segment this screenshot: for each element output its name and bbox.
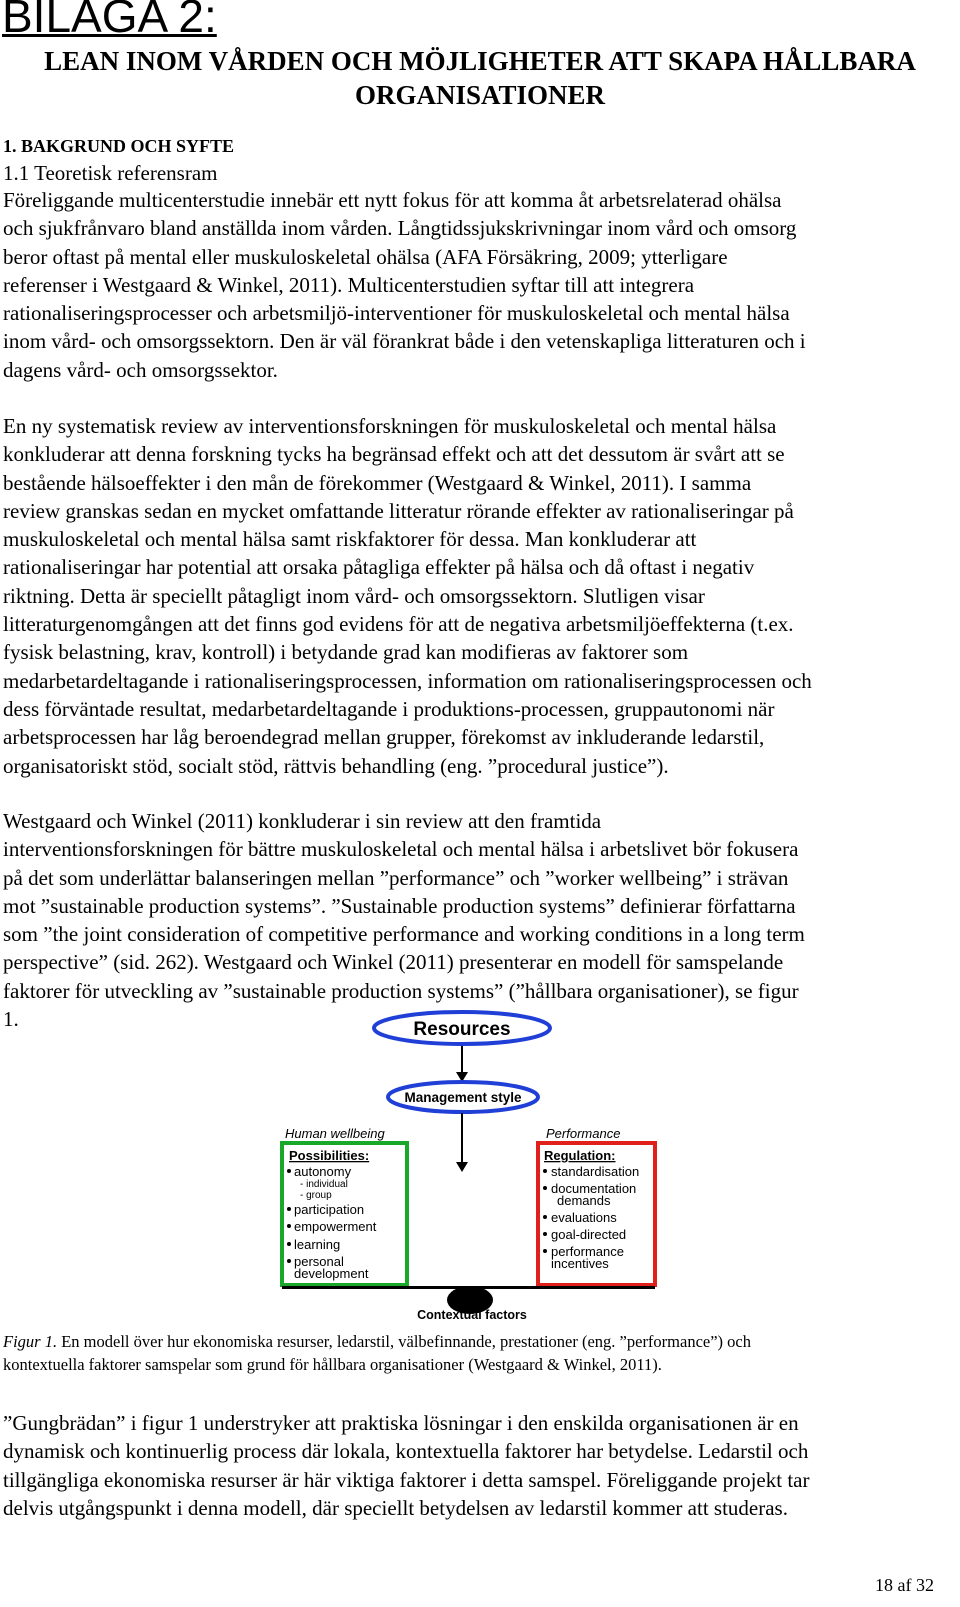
possibilities-heading: Possibilities: <box>289 1148 370 1163</box>
caption-line-1 <box>3 1330 751 1353</box>
page-number: 18 af 32 <box>875 1575 934 1595</box>
text-line: tillgängliga ekonomiska resurser är här viktiga faktorer i detta samspel. Föreliggande projekt tar <box>3 1467 810 1492</box>
text-line: Westgaard och Winkel (2011) konkluderar i sin review att den framtida <box>3 809 602 833</box>
figure-seesaw-model <box>280 1010 680 1322</box>
bullet-icon <box>543 1169 547 1253</box>
caption-line-2: kontextuella faktorer samspelar som grund för hållbara organisationer (Westgaard & Winkel, 2011). <box>3 1355 662 1374</box>
document-subtitle <box>0 44 960 112</box>
regulation-item: incentives <box>551 1256 609 1271</box>
possibility-item: development <box>294 1266 369 1281</box>
subtitle-line-1: LEAN INOM VÅRDEN OCH MÖJLIGHETER ATT SKAPA HÅLLBARA <box>44 46 916 76</box>
regulation-item: evaluations <box>551 1210 617 1225</box>
text-line: dess förväntade resultat, medarbetardeltagande i produktions-processen, gruppautonomi när <box>3 696 775 721</box>
bullet-icon <box>287 1169 291 1263</box>
text-line: medarbetardeltagande i rationaliseringsprocessen, information om rationaliseringsprocessen och <box>3 668 812 693</box>
paragraph-2 <box>3 412 953 780</box>
paragraph-1 <box>3 186 953 384</box>
regulation-item: standardisation <box>551 1164 640 1179</box>
text-line: dagens vård- och omsorgssektor. <box>3 357 278 382</box>
caption-text: En modell över hur ekonomiska resurser, ledarstil, välbefinnande, prestationer (eng. ”performance”) och <box>57 1332 751 1351</box>
text-line: bestående hälsoeffekter i den mån de förekommer (Westgaard & Winkel, 2011). I samma <box>3 470 752 495</box>
text-line: inom vård- och omsorgssektorn. Den är väl förankrat både i den vetenskapliga litteraturen och i <box>3 329 806 354</box>
text-line: dynamisk och kontinuerlig process där lokala, kontextuella faktorer har betydelse. Ledarstil och <box>3 1439 809 1464</box>
contextual-factors-label: Contextual factors <box>417 1308 527 1322</box>
text-line: konkluderar att denna forskning tycks ha begränsad effekt och att det dessutom är svårt att se <box>3 442 785 467</box>
possibility-item: participation <box>294 1202 365 1217</box>
text-line: ”Gungbrädan” i figur 1 understryker att praktiska lösningar i den enskilda organisationen är en <box>3 1411 799 1435</box>
text-line: riktning. Detta är speciellt påtagligt inom vård- och omsorgssektorn. Slutligen visar <box>3 583 705 608</box>
appendix-title: BILAGA 2: <box>2 0 217 42</box>
text-line: Föreliggande multicenterstudie innebär ett nytt fokus för att komma åt arbetsrelaterad ohälsa <box>3 188 782 212</box>
human-wellbeing-title: Human wellbeing <box>285 1126 385 1141</box>
paragraph-3 <box>3 807 953 1033</box>
figure-caption <box>3 1330 751 1376</box>
possibility-item: - group <box>300 1190 332 1201</box>
text-line: på det som underlättar balanseringen mellan ”performance” och ”worker wellbeing” i strävan <box>3 865 789 890</box>
text-line: faktorer för utveckling av ”sustainable production systems” (”hållbara organisationer), se figur <box>3 978 799 1003</box>
text-line: beror oftast på mental eller muskuloskeletal ohälsa (AFA Försäkring, 2009; ytterligare <box>3 244 728 269</box>
text-line: som ”the joint consideration of competitive performance and working conditions in a long term <box>3 922 805 947</box>
regulation-item: performance <box>551 1244 624 1259</box>
text-line: och sjukfrånvaro bland anställda inom vården. Långtidssjukskrivningar inom vård och omsorg <box>3 216 797 241</box>
possibility-item: autonomy <box>294 1164 352 1179</box>
management-label: Management style <box>404 1090 522 1105</box>
text-line: perspective” (sid. 262). Westgaard och Winkel (2011) presenterar en modell för samspelande <box>3 950 784 975</box>
caption-label: Figur 1. <box>3 1332 58 1351</box>
text-line: fysisk belastning, krav, kontroll) i betydande grad kan modifieras av faktorer som <box>3 640 689 665</box>
regulation-item: goal-directed <box>551 1227 627 1242</box>
subtitle-line-2: ORGANISATIONER <box>354 80 606 110</box>
possibility-item: - individual <box>300 1179 348 1190</box>
possibility-item: learning <box>294 1237 341 1252</box>
text-line: litteraturgenomgången att det finns god evidens för att de negativa arbetsmiljöeffekterna (t.ex. <box>3 612 794 637</box>
text-line: review granskas sedan en mycket omfattande litteratur rörande effekter av rationaliseringar på <box>3 498 794 523</box>
text-line: mot ”sustainable production systems”. ”Sustainable production systems” definierar författarna <box>3 893 796 918</box>
performance-title: Performance <box>546 1126 621 1141</box>
text-line: En ny systematisk review av interventionsforskningen för muskuloskeletal och mental hälsa <box>3 414 777 438</box>
text-line: muskuloskeletal och mental hälsa samt riskfaktorer för dessa. Man konkluderar att <box>3 527 697 552</box>
arrow-head <box>456 1162 468 1172</box>
text-line: interventionsforskningen för bättre muskuloskeletal och mental hälsa i arbetslivet bör fokusera <box>3 837 799 862</box>
subsection-heading: 1.1 Teoretisk referensram <box>3 161 218 185</box>
text-line: rationaliseringsprocesser och arbetsmiljö-interventioner för muskuloskeletal och mental hälsa <box>3 301 790 326</box>
regulation-item: documentation <box>551 1181 637 1196</box>
resources-label: Resources <box>413 1019 511 1040</box>
paragraph-4 <box>3 1409 953 1522</box>
text-line: arbetsprocessen har låg beroendegrad mellan grupper, förekomst av inkluderande ledarstil, <box>3 725 765 750</box>
text-line: 1. <box>3 1007 19 1032</box>
possibility-item: personal <box>294 1254 344 1269</box>
regulation-item: demands <box>557 1193 611 1208</box>
regulation-heading: Regulation: <box>544 1148 616 1163</box>
text-line: delvis utgångspunkt i denna modell, där speciellt betydelsen av ledarstil kommer att studeras. <box>3 1495 788 1520</box>
text-line: referenser i Westgaard & Winkel, 2011). Multicenterstudien syftar till att integrera <box>3 272 695 297</box>
text-line: rationaliseringar har potential att orsaka påtagliga effekter på hälsa och då oftast i negativ <box>3 555 755 580</box>
possibility-item: empowerment <box>294 1219 377 1234</box>
text-line: organisatoriskt stöd, socialt stöd, rättvis behandling (eng. ”procedural justice”). <box>3 753 669 778</box>
section-heading: 1. BAKGRUND OCH SYFTE <box>3 136 235 156</box>
